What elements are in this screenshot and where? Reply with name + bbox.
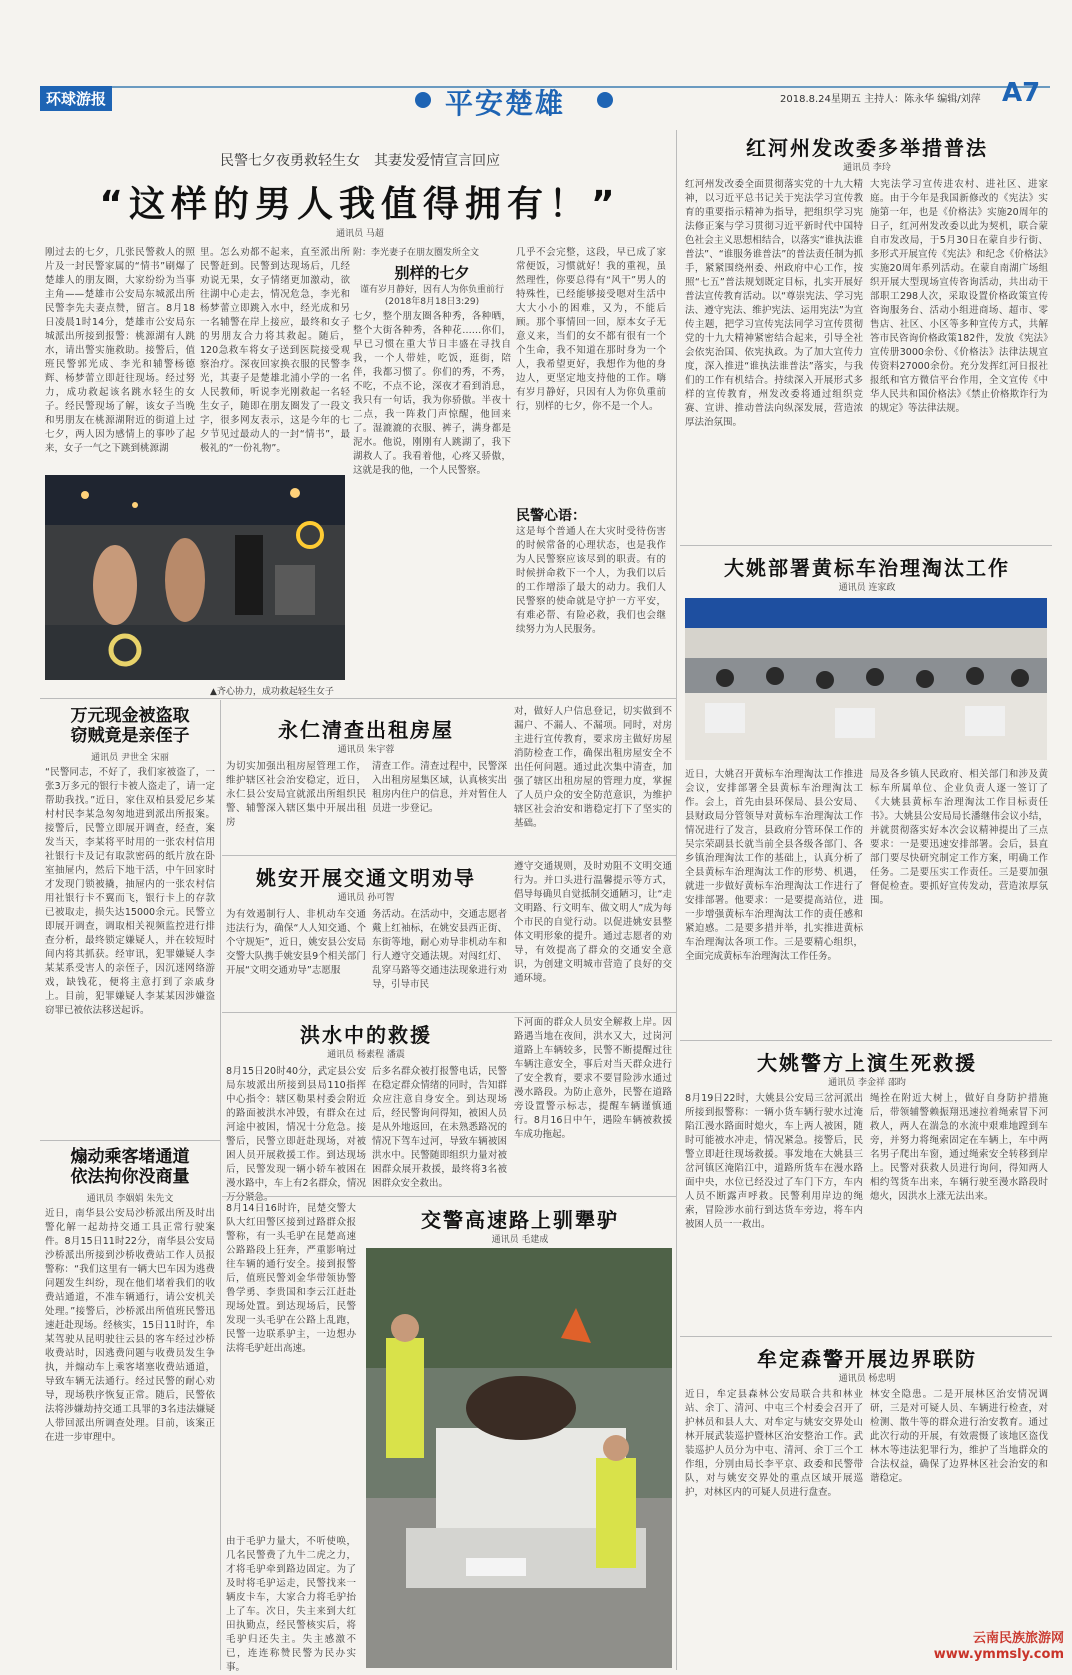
bus-byline: 通讯员 李姻娟 朱先文 xyxy=(86,1194,174,1204)
flood-col2: 后多名群众被打报警电话，民警在稳定群众情绪的同时，告知群众应注意自身安全。到达现场后，经民警询问得知，被困人员是从外地返回，在未熟悉路况的情况下驾车过河，导致车辆被困洪水中。民警随即组织力量对被困群众展开救援，最终将3名被困群众安全救出。 xyxy=(372,1066,507,1189)
bus-title: 煽动乘客堵通道 依法拘你没商量 xyxy=(70,1147,190,1187)
wanyuan-title: 万元现金被盗取 窃贼竟是亲侄子 xyxy=(70,706,190,746)
flood-col3: 下河面的群众人员安全解救上岸。因路遇当地在夜间，洪水又大，过岗河道路上车辆较多，民警不断提醒过往车辆注意安全，事后对当天群众进行了安全教育，要求不要冒险涉水通过漫水路段。为防止意外，民警在道路旁设置警示标志，提醒车辆谨慎通行。8月16日中午，遇险车辆被救援车成功拖起。 xyxy=(514,1017,672,1140)
watermark-name: 云南民族旅游网 xyxy=(972,1631,1064,1646)
lead-bottom-rule xyxy=(40,698,676,699)
poem-subtitle: 谨有岁月静好，因有人为你负重前行 xyxy=(359,285,504,295)
dingsen-title: 牟定森警开展边界联防 xyxy=(757,1347,977,1371)
lead-byline: 通讯员 马超 xyxy=(336,229,384,239)
poem-body: 七夕，整个朋友圈各种秀，各种晒，整个大街各种秀，各种花……你们，早已习惯在重大节日丰盛在寻找自我，一个人带娃，吃饭，逛街，陪伴，我都习惯了。你们的秀，不秀，不吃，不点不论，深夜才看到消息，我只有一句话，我为你骄傲。半夜十二点，我一阵救门声惊醒，他回来了。湿漉漉的衣服、裤子，满身都是泥水。他说，刚刚有人跳湖了，我下湖救人了。我看着他，心疼又骄傲，这就是我的他，一个人民警察。 xyxy=(353,311,511,476)
wanyuan-byline: 通讯员 尹世全 宋丽 xyxy=(91,753,169,763)
yaoan-col2: 务活动。在活动中，交通志愿者戴上红袖标，在姚安县西正街、东街等地，耐心劝导非机动车和行人遵守交通法规。对闯红灯、乱穿马路等交通违法现象进行劝导，引导市民 xyxy=(372,909,507,990)
donkey-col1: 8月14日16时许，昆楚交警大队大红田警区接到过路群众报警称，有一头毛驴在昆楚高速公路路段上狂奔，严重影响过往车辆的通行安全。接到报警后，值班民警刘金华带领协警鲁学勇、李贵国和李云江赶赴现场处置。到达现场后，民警发现一头毛驴在公路上乱跑，民警一边联系驴主，一边想办法将毛驴赶出高速。 xyxy=(226,1203,356,1354)
dingsen-col2: 林安全隐患。二是开展林区治安情况调研，三是对可疑人员、车辆进行检查，对检测、散牛等的群众进行治安教育。通过此次行动的开展，有效震慑了该地区盗伐林木等违法犯罪行为，维护了当地群众的合法权益，确保了边界林区社会治安的和谐稳定。 xyxy=(870,1389,1048,1484)
yongren-byline: 通讯员 朱宇蓉 xyxy=(337,745,395,755)
donkey-photo xyxy=(366,1248,672,1668)
yaoan-col1: 为有效遏制行人、非机动车交通违法行为，确保“人人知交通、个个守规矩”，近日，姚安县公安局交警大队携手姚安县9个相关部门开展“文明交通劝导”志愿服 xyxy=(226,909,366,976)
dingsen-top-rule xyxy=(680,1336,1052,1337)
title-ornament-left xyxy=(415,92,431,108)
lead-col2: 里。怎么劝都不起来，直至派出所民警赶到。民警到达现场后，几经劝说无果，女子情绪更加激动，欲往湖中心走去，情况危急，李光和杨梦蕾立即跳入水中，经光成和另一名辅警在岸上接应，最终和女子的男朋友合力将其救起。随后，120急救车将女子送到医院接受观察治疗。深夜回家换衣服的民警李光，其妻子是楚雄北浦小学的一名人民教师，听说李光刚救起一名轻生女子，随即在朋友圈发了一段文字，很多网友表示，这是今年的七夕节见过最动人的一封“情书”，最极礼的“一份礼物”。 xyxy=(200,247,350,454)
heart-text: 这是每个普通人在大灾时受待伤害的时候常备的心理状态，也是我作为人民警察应该尽到的职责。有的时候拼命救下一个人，为我们以后的工作增添了最大的动力。我们人民警察的使命就是守护一方平安，有难必帮、有险必救，我们也会继续努力为人民服务。 xyxy=(516,526,666,635)
left-column-divider xyxy=(220,700,221,1670)
column-divider xyxy=(676,130,677,1670)
rescue-scene-illustration xyxy=(45,475,345,680)
yongren-col1: 为切实加强出租房屋管理工作，维护辖区社会治安稳定，近日，永仁县公安局宜就派出所组织民警、辅警深入辖区集中开展出租房 xyxy=(226,761,366,828)
dayao-rescue-title: 大姚警方上演生死救援 xyxy=(757,1051,977,1075)
dayao-flag-col2: 局及各乡镇人民政府、相关部门和涉及黄标车所属单位、企业负责人逐一签订了《大姚县黄标车治理淘汰工作目标责任书》。大姚县公安局局长潘继伟会议小结，并就贯彻落实好本次会议精神提出了三点要求：一是要迅速安排部署。会后，县直部门要尽快研究制定工作方案，明确工作任务。二是要压实工作责任。三是要加强督促检查。要抓好宣传发动，营造浓厚氛围。 xyxy=(870,769,1048,906)
flood-top-rule xyxy=(222,1012,676,1013)
page-title: 平安楚雄 xyxy=(445,87,566,120)
donkey-scene-illustration xyxy=(366,1248,672,1668)
yongren-col3: 对，做好人户信息登记，切实做到不漏户、不漏人、不漏项。同时，对房主进行宣传教育，要求房主做好房屋消防检查工作，确保出租房屋安全不出任何问题。通过此次集中清查，加强了辖区出租房屋的管理力度，掌握了人员户众的安全防范意识，为维护辖区社会治安和谐稳定打下了坚实的基础。 xyxy=(514,706,672,829)
bus-top-rule xyxy=(40,1140,220,1141)
section-tag: 环球游报 xyxy=(40,86,112,111)
yaoan-byline: 通讯员 孙可智 xyxy=(337,893,395,903)
dayao-rescue-byline: 通讯员 李金祥 邵昀 xyxy=(828,1078,906,1088)
donkey-col2: 由于毛驴力量大，不听使唤，几名民警费了九牛二虎之力，才将毛驴牵到路边固定。为了及时将毛驴运走，民警找来一辆皮卡车，大家合力将毛驴抬上了车。次日，失主来到大红田执勤点，经民警核实后，将毛驴归还失主。失主感激不已，连连称赞民警为民办实事。 xyxy=(226,1536,356,1673)
lead-photo xyxy=(45,475,345,680)
yongren-col2: 清查工作。清查过程中，民警深入出租房屋集区域，认真核实出租房内住户的信息，并对暂住人员进一步登记。 xyxy=(372,761,507,814)
flood-title: 洪水中的救援 xyxy=(300,1023,432,1047)
yaoan-title: 姚安开展交通文明劝导 xyxy=(256,866,476,890)
dingsen-col1: 近日，牟定县森林公安局联合共和林业站、余丁、清河、中屯三个村委会召开了护林员和县人大、对牟定与姚安交界处山林开展武装巡护暨林区治安整治工作。武装巡护人员分为中屯、清河、余丁三个工作组，分别由局长李平京、政委和民警带队，对与姚安交界处的重点区域开展巡护，对林区内的可疑人员进行盘查。 xyxy=(685,1389,863,1498)
dayao-meeting-photo xyxy=(685,598,1047,760)
flood-col1: 8月15日20时40分，武定县公安局东坡派出所接到县局110指挥中心指令：辖区勒果村委会附近的路面被洪水冲毁，有群众在过河途中被困，情况十分危急。接警后，民警立即赶赴现场，对被困人员开展救援工作。到达现场后，民警发现一辆小轿车被困在漫水路中，车上有2名群众，情况万分紧急。 xyxy=(226,1066,366,1203)
honghe-col2: 大宪法学习宣传进农村、进社区、进家庭。由于今年是我国新修改的《宪法》实施第一年，也是《价格法》实施20周年的日子，红河州发改委以此为契机，联合蒙自市发改局，于5月30日在蒙自步行街、多形式开展宣传《宪法》和纪念《价格法》实施20周年系列活动。在蒙自南湖广场组织开展大型现场宣传咨询活动，共出动干部职工298人次，采取设置价格政策宣传咨询服务台、活动小组进商场、超市、零售店、社区、小区等多种宣传方式，共解答市民咨询价格政策182件，发放《宪法》宣传册3000余份、《价格法》法律法规宣传资料27000余份。充分发挥红河日报社报纸和官方微信平台作用，全文宣传《中华人民共和国价格法》《禁止价格欺诈行为的规定》等法律法规。 xyxy=(870,179,1048,414)
dayao-flag-title: 大姚部署黄标车治理淘汰工作 xyxy=(724,556,1010,580)
title-ornament-right xyxy=(597,92,613,108)
donkey-byline: 通讯员 毛建成 xyxy=(491,1235,549,1245)
dayao-flag-col1: 近日，大姚召开黄标车治理淘汰工作推进会议，安排部署全县黄标车治理淘汰工作。会上，首先由县环保局、县公安局、县财政局分管领导对黄标车治理淘汰工作情况进行了发言，县政府分管环保工作的吴宗荣副县长就当前全县各级各部门、各乡镇治理淘汰工作的基础上，认真分析了全县黄标车治理淘汰工作的形势、机遇，就进一步做好黄标车治理淘汰工作进行了安排部署。他要求：一是要提高站位，进一步增强黄标车治理淘汰工作的责任感和紧迫感。二是要多措并举，扎实推进黄标车治理淘汰各项工作。三是要精心组织，全面完成黄标车治理淘汰工作任务。 xyxy=(685,769,863,962)
lead-kicker: 民警七夕夜勇救轻生女 其妻发爱情宣言回应 xyxy=(220,153,500,169)
lead-col3-heading: 附：李光妻子在朋友圈发所全文 xyxy=(353,248,480,258)
donkey-title: 交警高速路上驯犟驴 xyxy=(421,1208,619,1232)
poem-title: 别样的七夕 xyxy=(394,264,470,282)
yaoan-top-rule xyxy=(222,855,676,856)
lead-col4: 几乎不会完整，这段，早已成了家常便饭，习惯就好！我的重视，虽然理性，你要总得有“风干”男人的特殊性，已经能够接受嗯对生活中大大小小的困难，又为，不能后顾。那个事情回一回，原本女子无意义来，当们的女不都有很有一个个生命，我不知道在那时身为一个人，我希望更好，我想作为他的身边人，更坚定地支持他的工作。嗨有岁月静好，只因有人为你负重前行，别样的七夕，你不是一个人。 xyxy=(516,247,666,412)
bus-body: 近日，南华县公安局沙桥派出所及时出警化解一起劫持交通工具正常行驶案件。8月15日11时22分，南华县公安局沙桥派出所接到沙桥收费站工作人员报警称：“我们这里有一辆大巴车因为逃费问题发生纠纷，现在他们堵着我们的收费站通道，不准车辆通行，请公安机关处理。”接警后，沙桥派出所值班民警迅速赶赴现场。经核实，15日11时许，牟某驾驶从昆明驶往云县的客车经过沙桥收费站时，因逃费问题与收费员发生争执，并煽动车上乘客堵塞收费站通道，导致车辆无法通行。经过民警的耐心劝导，现场秩序恢复正常。随后，民警依法将涉嫌劫持交通工具罪的3名违法嫌疑人带回派出所调查处理。目前，该案正在进一步审理中。 xyxy=(45,1208,215,1443)
meeting-scene-illustration xyxy=(685,598,1047,760)
yaoan-col3: 遵守交通规则，及时劝阻不文明交通行为。并口头进行温馨提示等方式，倡导每确贝自觉抵制交通陋习，让“走文明路、行文明车、做文明人”成为每个市民的自觉行动。以促进姚安县整体文明形象的提升。通过志愿者的劝导，有效提高了群众的交通安全意识，为创建文明城市营造了良好的交通环境。 xyxy=(514,861,672,984)
dayao-rescue-col1: 8月19日22时，大姚县公安局三岔河派出所接到报警称：一辆小货车辆行驶水过淹陷江漫水路面时熄火，车上两人被困，随时可能被水冲走，情况紧急。接警后，民警立即赶往现场救援。事发地在大姚县三岔河镇区淹陷江中，道路所货车在漫水路面中央，水位已经没过了车门下方，车内人员不断露声呼救。民警利用岸边的绳索，冒险涉水前行到达货车旁边，将车内被困人员一一救出。 xyxy=(685,1093,863,1230)
heart-heading: 民警心语： xyxy=(516,508,586,524)
page-number: A7 xyxy=(1002,78,1041,108)
date-editor: 2018.8.24星期五 主持人：陈永华 编辑/刘萍 xyxy=(780,94,981,105)
dingsen-byline: 通讯员 杨忠明 xyxy=(838,1374,896,1384)
rescue-top-rule xyxy=(680,1040,1052,1041)
honghe-title: 红河州发改委多举措普法 xyxy=(746,136,988,160)
honghe-byline: 通讯员 李玲 xyxy=(843,163,891,173)
poem-date: (2018年8月18日3:29) xyxy=(384,297,480,307)
wanyuan-body: “民警同志，不好了，我们家被盗了，一张3万多元的银行卡被人盗走了，请一定帮助我找。”近日，家住双柏县爱尼乡某村村民李某急匆匆地进到派出所报案。接警后，民警立即展开调查，经查，案发当天，李某将平时用的一张农村信用社银行卡及记有取款密码的纸片放在卧室抽屉内，然后下地干活，中午回家时才发现门锁被撬，抽屉内的一张农村信用社银行卡不翼而飞，银行卡上的存款已被取走，损失达15000余元。民警立即展开调查，调取相关视频监控进行排查分析，最终锁定嫌疑人，并在较短时间内将其抓获。经审讯，犯罪嫌疑人李某某系受害人的亲侄子，因沉迷网络游戏，缺钱花，便将主意打到了亲戚身上。目前，犯罪嫌疑人李某某因涉嫌盗窃罪已被依法移送起诉。 xyxy=(45,767,215,1016)
yongren-title: 永仁清查出租房屋 xyxy=(278,718,454,742)
honghe-col1: 红河州发改委全面贯彻落实党的十九大精神，以习近平总书记关于宪法学习宣传教育的重要指示精神为指导，把组织学习宪法修正案与学习贯彻习近平新时代中国特色社会主义思想相结合，以落实“谁执法谁普法”、“谁服务谁普法”的普法责任制为抓手，紧紧围绕州委、州政府中心工作，按照“七五”普法规划既定目标，扎实开展好普法宣传教育活动。以“尊崇宪法、学习宪法、遵守宪法、维护宪法、运用宪法”为宣传主题，把学习宣传宪法同学习宣传贯彻党的十九大精神紧密结合起来，引导全社会依宪治国、依宪执政。为了加大宣传力度，深入推进“谁执法谁普法”落实，与我们的工作有机结合。持续深入开展形式多样的宣传教育，州发改委将通过组织竞赛、宣讲、推动普法向纵深发展，营造浓厚法治氛围。 xyxy=(685,179,863,428)
lead-title: “这样的男人我值得拥有！” xyxy=(99,184,621,225)
site-watermark xyxy=(934,1631,1064,1663)
watermark-url: www.ymmsly.com xyxy=(933,1647,1064,1662)
dayao-top-rule xyxy=(680,545,1052,546)
donkey-top-rule xyxy=(222,1196,676,1197)
dayao-flag-byline: 通讯员 连家政 xyxy=(838,583,896,593)
lead-col1: 刚过去的七夕，几张民警救人的照片及一封民警家属的“情书”刷爆了楚雄人的朋友圈，大家纷纷为当事主角——楚雄市公安局东城派出所民警李先夫妻点赞，留言。8月18日凌晨1时14分，楚雄市公安局东城派出所接到报警：桃源湖有人跳水，请出警实施救助。接警后，值班民警郭光成、李光和辅警杨德辉、杨梦蕾立即赶往现场。经过努力，成功救起该名跳水轻生的女子。经民警现场了解，该女子当晚和男朋友在桃源湖附近的街道上过七夕，两人因为感情上的事吵了起来，女子一气之下跳到桃源湖 xyxy=(45,247,195,454)
lead-photo-caption: ▲齐心协力，成功救起轻生女子 xyxy=(210,687,334,697)
dayao-rescue-col2: 绳拴在附近大树上，做好自身防护措施后，带领辅警赖振翔迅速拉着绳索冒下河救人，两人在湍急的水流中艰难地蹚到车旁，并努力将绳索固定在车辆上，车中两名男子爬出车窗，通过绳索安全转移到岸上。民警对获救人员进行询问，得知两人相约驾货车出来，车辆行驶至漫水路段时熄火，因洪水上涨无法出来。 xyxy=(870,1093,1048,1202)
flood-byline: 通讯员 杨素程 潘震 xyxy=(327,1050,405,1060)
